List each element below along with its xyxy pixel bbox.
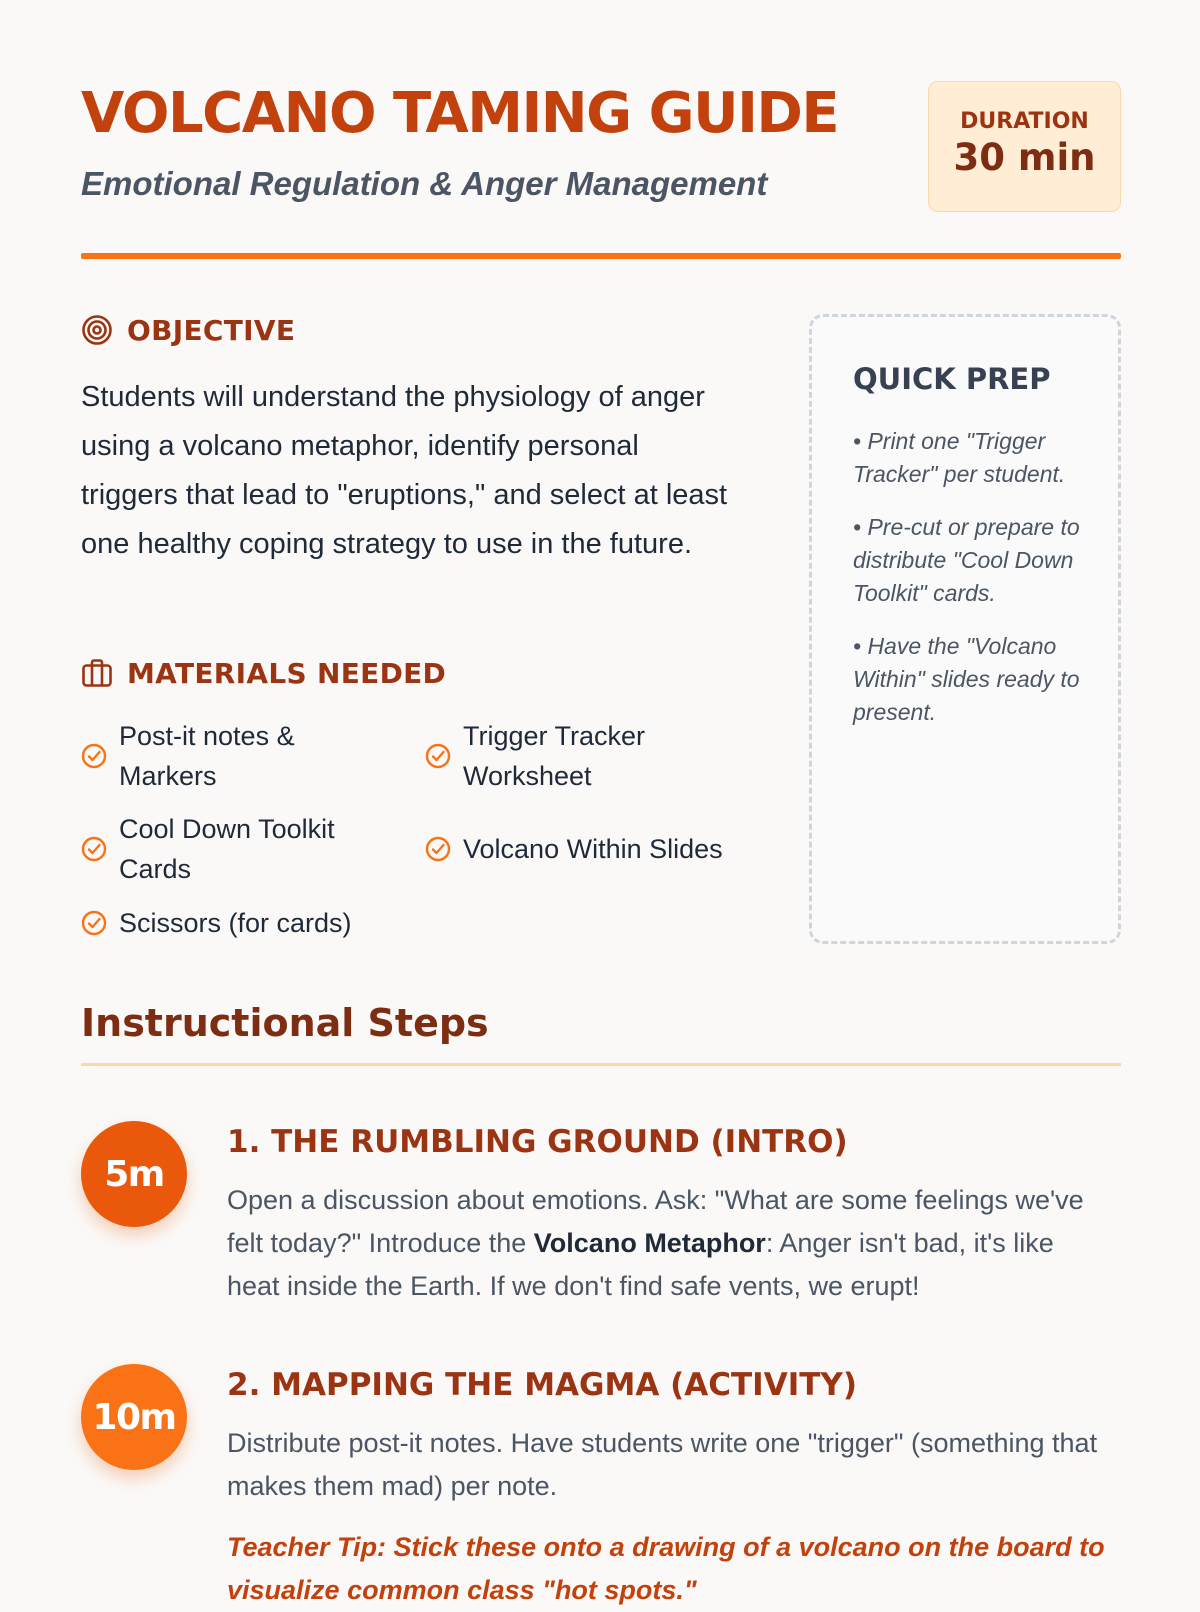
target-icon <box>81 314 113 346</box>
step-2 <box>81 1364 1121 1605</box>
header-divider <box>81 253 1121 259</box>
duration-label: DURATION <box>960 109 1089 134</box>
step-duration-badge: 5m <box>81 1121 187 1227</box>
material-label: Scissors (for cards) <box>119 908 352 938</box>
duration-value: 30 min <box>953 136 1096 179</box>
list-item <box>425 829 765 869</box>
briefcase-icon <box>81 657 113 689</box>
step-title: 1. THE RUMBLING GROUND (INTRO) <box>227 1124 848 1160</box>
list-item: • Have the "Volcano Within" slides ready to present. <box>853 633 1080 725</box>
quick-prep-title: QUICK PREP <box>853 362 1051 396</box>
list-item: • Print one "Trigger Tracker" per student. <box>853 428 1066 487</box>
step-body-text: Open a discussion about emotions. Ask: "What are some feelings we've felt today?" Introduce the <box>227 1185 1084 1258</box>
duration-badge <box>928 81 1121 212</box>
step-1 <box>81 1121 1121 1321</box>
material-label: Cool Down Toolkit Cards <box>119 814 335 884</box>
step-body <box>227 1179 1107 1308</box>
lesson-plan-page <box>81 0 1121 1605</box>
material-label: Volcano Within Slides <box>463 834 723 864</box>
list-item <box>81 809 381 889</box>
teacher-tip: Teacher Tip: Stick these onto a drawing of a volcano on the board to visualize common class "hot spots." <box>227 1532 1105 1605</box>
list-item: • Pre-cut or prepare to distribute "Cool Down Toolkit" cards. <box>853 514 1080 606</box>
check-circle-icon <box>81 836 107 862</box>
check-circle-icon <box>425 836 451 862</box>
objective-text: Students will understand the physiology of anger using a volcano metaphor, identify personal triggers that lead to "eruptions," and select at least one healthy coping strategy to use in the future. <box>81 381 728 560</box>
check-circle-icon <box>81 743 107 769</box>
header <box>81 0 1121 262</box>
step-title: 2. MAPPING THE MAGMA (ACTIVITY) <box>227 1367 857 1403</box>
step-body-text: : Anger isn't bad, it's like heat inside the Earth. If we don't find safe vents, we erupt! <box>227 1228 1054 1301</box>
list-item <box>425 716 725 796</box>
materials-heading <box>81 653 446 693</box>
steps-heading: Instructional Steps <box>81 1001 489 1045</box>
page-subtitle: Emotional Regulation & Anger Management <box>81 165 768 202</box>
list-item <box>81 903 421 943</box>
list-item <box>81 716 381 796</box>
step-duration-badge: 10m <box>81 1364 187 1470</box>
material-label: Trigger Tracker Worksheet <box>463 721 646 791</box>
step-body-emphasis: Volcano Metaphor <box>533 1228 766 1258</box>
quick-prep-list <box>853 425 1093 749</box>
materials-heading-label: MATERIALS NEEDED <box>127 656 447 690</box>
steps-divider <box>81 1063 1121 1066</box>
objective-heading <box>81 310 295 350</box>
check-circle-icon <box>425 743 451 769</box>
check-circle-icon <box>81 910 107 936</box>
material-label: Post-it notes & Markers <box>119 721 295 791</box>
step-body: Distribute post-it notes. Have students write one "trigger" (something that makes them mad) per note. <box>227 1428 1098 1501</box>
page-title: VOLCANO TAMING GUIDE <box>81 81 839 146</box>
quick-prep-card <box>809 314 1121 944</box>
objective-heading-label: OBJECTIVE <box>127 313 296 347</box>
